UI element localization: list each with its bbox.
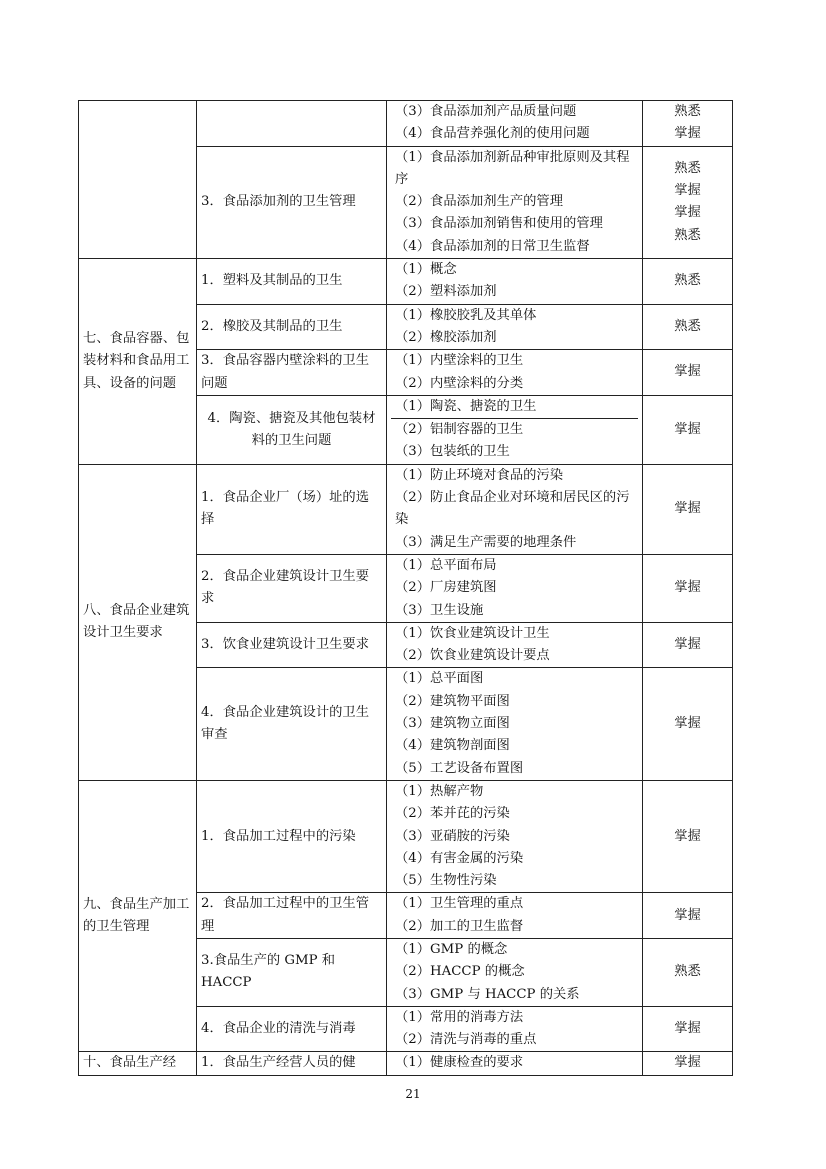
content-cell [387,304,643,350]
content-cell [387,668,643,780]
table-row [79,780,733,892]
content-item: （3）建筑物立面图 [395,716,510,732]
level-cell [643,464,733,554]
level-text: 掌握 [674,126,701,142]
level-cell [643,1006,733,1052]
section-cell: 十、食品生产经 [79,1052,197,1075]
level-text: 掌握 [674,421,701,437]
content-item: （3）食品添加剂销售和使用的管理 [395,216,603,232]
section-cell: 九、食品生产加工的卫生管理 [79,780,197,1052]
table-row [79,464,733,554]
content-item: （3）食品添加剂产品质量问题 [395,104,577,119]
content-cell [387,1052,643,1075]
topic-cell: 2．食品加工过程中的卫生管理 [197,893,387,939]
content-cell [387,464,643,554]
topic-cell: 3．食品容器内壁涂料的卫生问题 [197,350,387,396]
content-item: （1）健康检查的要求 [395,1055,524,1071]
syllabus-table [78,100,733,1076]
content-item: （4）建筑物剖面图 [395,738,510,754]
level-text: 熟悉 [674,273,701,289]
content-item: （2）清洗与消毒的重点 [395,1032,537,1048]
content-cell [387,780,643,892]
level-text: 熟悉 [674,160,701,176]
content-item: （2）加工的卫生监督 [395,918,524,934]
topic-cell: 4．食品企业建筑设计的卫生审查 [197,668,387,780]
level-cell [643,622,733,668]
content-item: （5）生物性污染 [395,873,497,889]
content-item: （1）总平面图 [395,671,484,687]
level-cell [643,554,733,622]
level-cell [643,395,733,464]
content-item: （1）橡胶胶乳及其单体 [395,307,537,323]
level-text: 熟悉 [674,227,701,243]
level-cell [643,668,733,780]
topic-cell [197,101,387,147]
content-item: （1）常用的消毒方法 [395,1009,524,1025]
topic-cell: 2．食品企业建筑设计卫生要求 [197,554,387,622]
content-item: （1）防止环境对食品的污染 [395,467,564,483]
level-text: 掌握 [674,364,701,380]
table-row [79,101,733,147]
level-text: 掌握 [674,907,701,923]
content-item: （2）橡胶添加剂 [395,329,497,345]
level-cell [643,938,733,1006]
content-item: （3）包装纸的卫生 [395,444,510,460]
topic-cell: 1．食品加工过程中的污染 [197,780,387,892]
level-cell [643,259,733,305]
level-text: 熟悉 [674,104,701,119]
topic-cell: 3.食品生产的 GMP 和 HACCP [197,938,387,1006]
level-text: 掌握 [674,716,701,732]
topic-cell: 4．陶瓷、搪瓷及其他包装材料的卫生问题 [197,395,387,464]
content-item: （1）GMP 的概念 [395,941,508,957]
syllabus-table-body [79,101,733,1076]
level-text: 熟悉 [674,318,701,334]
topic-cell: 2．橡胶及其制品的卫生 [197,304,387,350]
content-item: （1）陶瓷、搪瓷的卫生 [395,398,537,414]
content-item: （2）铝制容器的卫生 [391,418,638,441]
table-row [79,259,733,305]
content-cell [387,259,643,305]
content-cell [387,146,643,258]
topic-cell: 3．饮食业建筑设计卫生要求 [197,622,387,668]
content-item: （1）热解产物 [395,783,484,799]
level-cell [643,1052,733,1075]
content-item: （2）食品添加剂生产的管理 [395,194,564,210]
topic-cell: 1．食品生产经营人员的健 [197,1052,387,1075]
content-item: （2）防止食品企业对环境和居民区的污染 [395,490,630,528]
content-item: （2）内壁涂料的分类 [395,375,524,391]
content-cell [387,938,643,1006]
content-cell [387,622,643,668]
content-item: （3）亚硝胺的污染 [395,828,510,844]
table-row [79,1052,733,1075]
content-item: （4）食品营养强化剂的使用问题 [395,126,590,142]
level-cell [643,304,733,350]
level-text: 掌握 [674,1021,701,1037]
content-item: （1）饮食业建筑设计卫生 [395,625,550,641]
section-cell: 七、食品容器、包装材料和食品用工具、设备的问题 [79,259,197,465]
level-text: 掌握 [674,636,701,652]
content-item: （2）塑料添加剂 [395,284,497,300]
content-item: （5）工艺设备布置图 [395,760,524,776]
content-item: （1）卫生管理的重点 [395,896,524,912]
level-text: 掌握 [674,183,701,199]
section-cell [79,101,197,259]
topic-cell: 3．食品添加剂的卫生管理 [197,146,387,258]
content-item: （1）食品添加剂新品种审批原则及其程序 [395,149,630,187]
level-text: 熟悉 [674,964,701,980]
topic-cell: 4．食品企业的清洗与消毒 [197,1006,387,1052]
content-item: （1）概念 [395,262,457,278]
section-cell: 八、食品企业建筑设计卫生要求 [79,464,197,780]
content-item: （3）GMP 与 HACCP 的关系 [395,986,580,1002]
level-cell [643,893,733,939]
topic-cell: 1．塑料及其制品的卫生 [197,259,387,305]
content-item: （1）内壁涂料的卫生 [395,353,524,369]
content-cell [387,893,643,939]
content-item: （2）建筑物平面图 [395,693,510,709]
content-cell [387,101,643,147]
content-item: （4）有害金属的污染 [395,850,524,866]
content-cell [387,554,643,622]
level-cell [643,146,733,258]
level-text: 掌握 [674,501,701,517]
content-item: （2）HACCP 的概念 [395,964,525,980]
level-cell [643,101,733,147]
topic-cell: 1．食品企业厂（场）址的选择 [197,464,387,554]
content-item: （3）卫生设施 [395,602,484,618]
level-cell [643,350,733,396]
level-cell [643,780,733,892]
level-text: 掌握 [674,205,701,221]
content-item: （2）苯并芘的污染 [395,806,510,822]
level-text: 掌握 [674,1055,701,1071]
content-cell [387,395,643,464]
content-item: （2）厂房建筑图 [395,580,497,596]
content-item: （4）食品添加剂的日常卫生监督 [395,238,590,254]
level-text: 掌握 [674,828,701,844]
content-cell [387,350,643,396]
content-item: （1）总平面布局 [395,557,497,573]
content-item: （3）满足生产需要的地理条件 [395,534,577,550]
page-number: 21 [405,1087,421,1101]
level-text: 掌握 [674,580,701,596]
content-item: （2）饮食业建筑设计要点 [395,648,550,664]
content-cell [387,1006,643,1052]
